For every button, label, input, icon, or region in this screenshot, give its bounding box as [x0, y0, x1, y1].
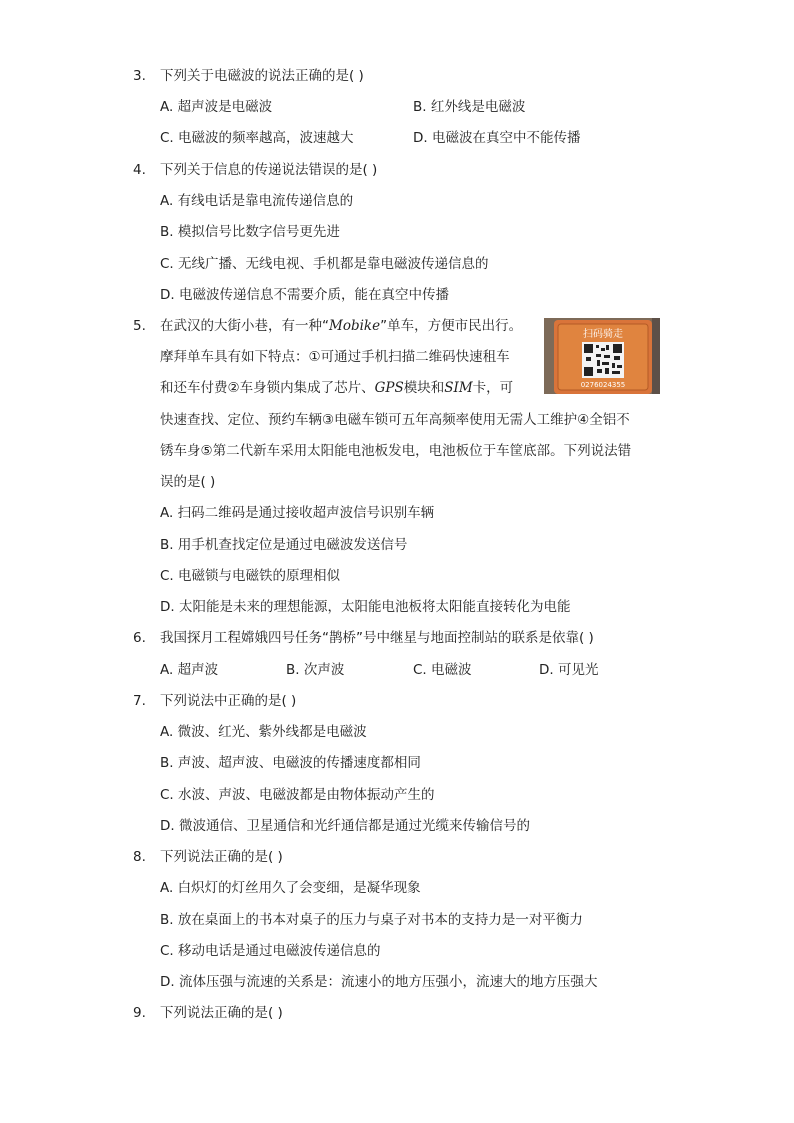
question-stem-line: 锈车身⑤第二代新车采用太阳能电池板发电，电池板位于车筐底部。下列说法错	[160, 443, 632, 459]
option-a: A. 白炽灯的灯丝用久了会变细，是凝华现象	[160, 880, 421, 896]
question-number: 7.	[133, 693, 146, 709]
option-c: C. 电磁波	[413, 662, 472, 678]
question-stem: 下列说法正确的是( )	[160, 849, 283, 865]
question-stem: 下列关于电磁波的说法正确的是( )	[160, 68, 364, 84]
question-stem: 我国探月工程嫦娥四号任务“鹊桥”号中继星与地面控制站的联系是依靠( )	[160, 630, 594, 646]
question-stem-line: 在武汉的大街小巷，有一种“Mobike”单车，方便市民出行。	[160, 318, 523, 334]
option-b: B. 用手机查找定位是通过电磁波发送信号	[160, 537, 408, 553]
option-d: D. 流体压强与流速的关系是：流速小的地方压强小，流速大的地方压强大	[160, 974, 598, 990]
bike-lock-qr-photo	[544, 318, 660, 394]
option-a: A. 扫码二维码是通过接收超声波信号识别车辆	[160, 505, 435, 521]
question-stem: 下列说法中正确的是( )	[160, 693, 297, 709]
option-a: A. 超声波	[160, 662, 219, 678]
qr-photo-graphic	[544, 318, 660, 394]
question-number: 4.	[133, 162, 146, 178]
option-c: C. 无线广播、无线电视、手机都是靠电磁波传递信息的	[160, 256, 489, 272]
question-number: 8.	[133, 849, 146, 865]
option-c: C. 电磁波的频率越高，波速越大	[160, 130, 354, 146]
option-a: A. 有线电话是靠电流传递信息的	[160, 193, 354, 209]
option-d: D. 电磁波在真空中不能传播	[413, 130, 581, 146]
option-d: D. 电磁波传递信息不需要介质，能在真空中传播	[160, 287, 449, 303]
question-number: 3.	[133, 68, 146, 84]
photo-code: 0276024355	[580, 381, 626, 389]
photo-label: 扫码骑走	[583, 329, 623, 340]
question-stem-line: 误的是( )	[160, 474, 216, 490]
question-number: 9.	[133, 1005, 146, 1021]
option-b: B. 声波、超声波、电磁波的传播速度都相同	[160, 755, 421, 771]
option-b: B. 次声波	[286, 662, 345, 678]
option-c: C. 电磁锁与电磁铁的原理相似	[160, 568, 341, 584]
question-stem-line: 和还车付费②车身锁内集成了芯片、GPS模块和SIM卡，可	[160, 380, 514, 396]
option-d: D. 可见光	[539, 662, 599, 678]
option-c: C. 水波、声波、电磁波都是由物体振动产生的	[160, 787, 435, 803]
option-b: B. 模拟信号比数字信号更先进	[160, 224, 340, 240]
question-number: 5.	[133, 318, 146, 334]
option-d: D. 微波通信、卫星通信和光纤通信都是通过光缆来传输信号的	[160, 818, 530, 834]
question-stem: 下列关于信息的传递说法错误的是( )	[160, 162, 378, 178]
option-a: A. 超声波是电磁波	[160, 99, 273, 115]
option-a: A. 微波、红光、紫外线都是电磁波	[160, 724, 367, 740]
question-stem-line: 快速查找、定位、预约车辆③电磁车锁可五年高频率使用无需人工维护④全铝不	[160, 412, 630, 428]
question-stem-line: 摩拜单车具有如下特点：①可通过手机扫描二维码快速租车	[160, 349, 510, 365]
question-stem: 下列说法正确的是( )	[160, 1005, 283, 1021]
option-b: B. 红外线是电磁波	[413, 99, 526, 115]
option-d: D. 太阳能是未来的理想能源，太阳能电池板将太阳能直接转化为电能	[160, 599, 571, 615]
question-number: 6.	[133, 630, 146, 646]
option-c: C. 移动电话是通过电磁波传递信息的	[160, 943, 381, 959]
option-b: B. 放在桌面上的书本对桌子的压力与桌子对书本的支持力是一对平衡力	[160, 912, 583, 928]
